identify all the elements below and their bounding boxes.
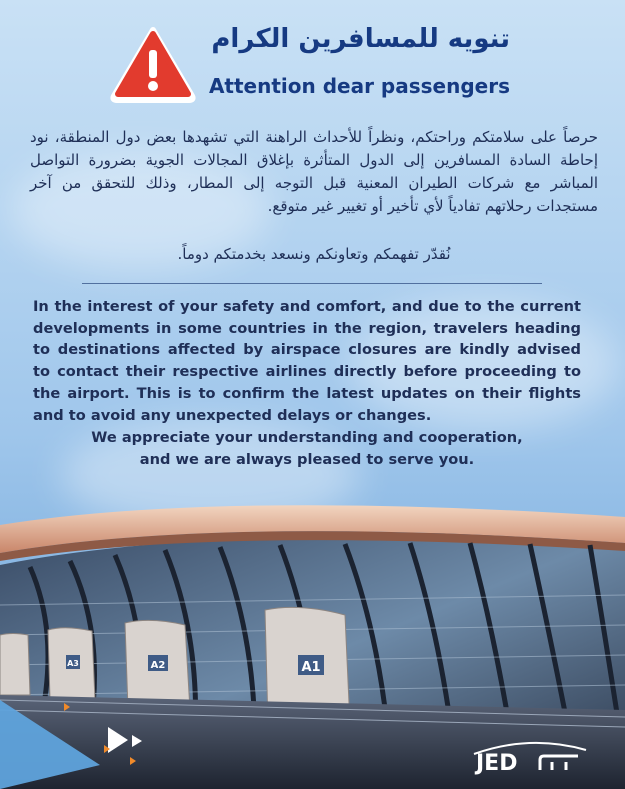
notice-english-closing: [33, 427, 581, 470]
gate-label-a1: A1: [301, 660, 321, 675]
warning-triangle-icon: [108, 24, 198, 104]
notice-arabic-closing: نُقدّر تفهمكم وتعاونكم ونسعد بخدمتكم دوماً.: [177, 245, 451, 263]
logo-text: JED: [476, 751, 518, 776]
title-arabic: تنويه للمسافرين الكرام: [211, 24, 510, 54]
closing-line-1: We appreciate your understanding and cooperation,: [91, 429, 523, 446]
divider: [82, 283, 542, 284]
closing-line-2: and we are always pleased to serve you.: [139, 450, 475, 468]
notice-arabic-body: حرصاً على سلامتكم وراحتكم، ونظراً للأحداث الراهنة التي تشهدها بعض دول المنطقة، نود إحاطة السادة المسافرين إلى الدول المتأثرة بإغلاق المجالات الجوية بضرورة التواصل المباشر مع شركات الطيران المعنية قبل التوجه إلى المطار، وذلك للتحقق من آخر مستجدات رحلاتهم تفادياً لأي تأخير أو تغيير غير متوقع.: [30, 128, 598, 215]
gate-label-a2: A2: [150, 660, 166, 671]
gate-label-a3: A3: [67, 659, 79, 668]
notice-english-body: In the interest of your safety and comfort, and due to the current developments in some countries in the region, travelers heading to destinations affected by airspace closures are kindly advised to contact their respective airlines directly before proceeding to the airport. This is to confirm the latest updates on their flights and to avoid any unexpected delays or changes.: [33, 298, 581, 424]
title-english: Attention dear passengers: [208, 74, 510, 98]
jed-logo: [470, 736, 590, 776]
